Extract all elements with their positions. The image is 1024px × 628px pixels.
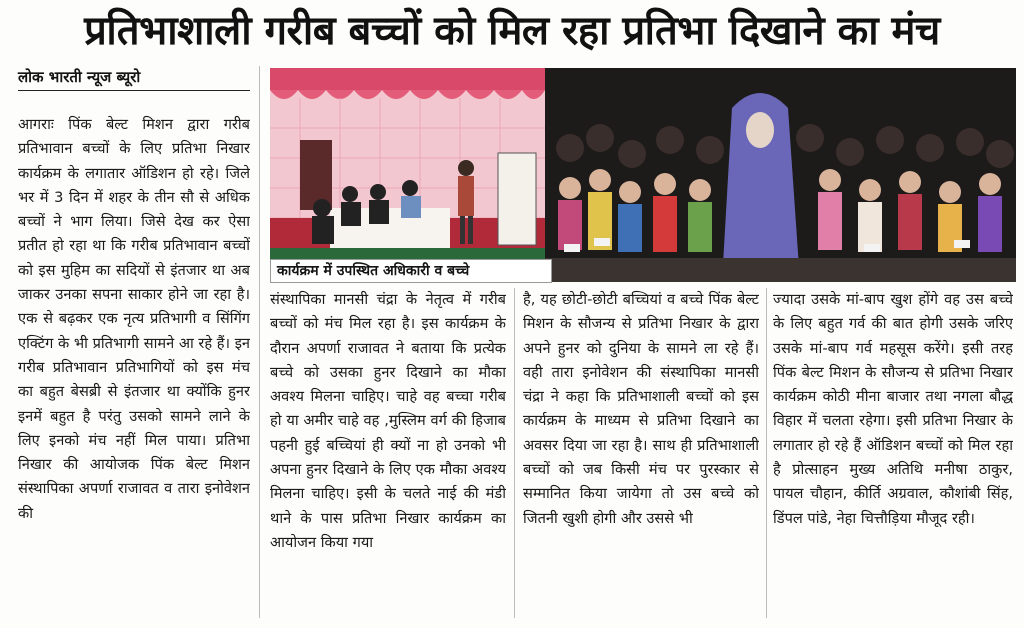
byline: लोक भारती न्यूज ब्यूरो	[18, 66, 250, 91]
article-column-4: ज्यादा उसके मां-बाप खुश होंगे वह उस बच्चे के लिए बहुत गर्व की बात होगी उसके जरिए उसके मां-बाप गर्व महसूस करेंगे। इसी तरह पिंक बेल्ट मिशन के सौजन्य से प्रतिभा निखार कार्यक्रम कोठी मीना बाजार तथा नगला बौद्ध विहार में चलता रहेगा। इसी प्रतिभा निखार के लगातार हो रहे हैं ऑडिशन बच्चों को मिल रहा है प्रोत्साहन मुख्य अतिथि मनीषा ठाकुर, पायल चौहान, कीर्ति अग्रवाल, कौशांबी सिंह, डिंपल पांडे, नेहा चित्तौड़िया मौजूद रही।	[773, 291, 1013, 527]
news-photo	[270, 68, 1016, 282]
article-column-1: आगराः पिंक बेल्ट मिशन द्वारा गरीब प्रतिभावान बच्चों के लिए प्रतिभा निखार कार्यक्रम के लगातार ऑडिशन हो रहे। जिले भर में 3 दिन में शहर के तीन सौ से अधिक बच्चों ने भाग लिया। जिसे देख कर ऐसा प्रतीत हो रहा था कि गरीब प्रतिभावान बच्चों को इस मुहिम का सदियों से इंतजार था अब जाकर उनका सपना साकार होने जा रहा है। एक से बढ़कर एक नृत्य प्रतिभागी व सिंगिंग एक्टिंग के भी प्रतिभागी सामने आ रहे हैं। इन गरीब प्रतिभावान प्रतिभागियों को इस मंच का बहुत बेसब्री से इंतजार था क्योंकि हुनर इनमें बहुत है परंतु उसको सामने लाने के लिए इनको मंच नहीं मिल पाया। प्रतिभा निखार की आयोजक पिंक बेल्ट मिशन संस्थापिका अपर्णा राजावत व तारा इनोवेशन की	[18, 116, 250, 522]
column-divider	[259, 66, 260, 618]
article-column-3: है, यह छोटी-छोटी बच्चियां व बच्चे पिंक बेल्ट मिशन के सौजन्य से प्रतिभा निखार के द्वारा अपने हुनर को दुनिया के सामने ला रहे हैं। वही तारा इनोवेशन की संस्थापिका मानसी चंद्रा ने कहा कि प्रतिभाशाली बच्चों को इस कार्यक्रम के माध्यम से प्रतिभा दिखाने का अवसर दिया जा रहा है। साथ ही प्रतिभाशाली बच्चों को जब किसी मंच पर पुरस्कार से सम्मानित किया जायेगा तो उस बच्चे को जितनी खुशी होगी और उससे भी	[523, 291, 759, 527]
column-divider	[766, 288, 767, 618]
column-divider	[514, 288, 515, 618]
article-column-2: संस्थापिका मानसी चंद्रा के नेतृत्व में गरीब बच्चों को मंच मिल रहा है। इस कार्यक्रम के दौरान अपर्णा राजावत ने बताया कि प्रत्येक बच्चे को उसका हुनर दिखाने का मौका अवश्य मिलना चाहिए। चाहे वह बच्चा गरीब हो या अमीर चाहे वह ,मुस्लिम वर्ग की हिजाब पहनी हुई बच्चियां ही क्यों ना हो उनको भी अपना हुनर दिखाने के लिए एक मौका अवश्य मिलना चाहिए। इसी के चलते नाई की मंडी थाने के पास प्रतिभा निखार कार्यक्रम का आयोजन किया गया	[270, 291, 506, 551]
event-photo-illustration	[270, 68, 1016, 282]
photo-caption: कार्यक्रम में उपस्थित अधिकारी व बच्चे	[270, 259, 552, 283]
headline: प्रतिभाशाली गरीब बच्चों को मिल रहा प्रतिभा दिखाने का मंच	[84, 8, 940, 54]
